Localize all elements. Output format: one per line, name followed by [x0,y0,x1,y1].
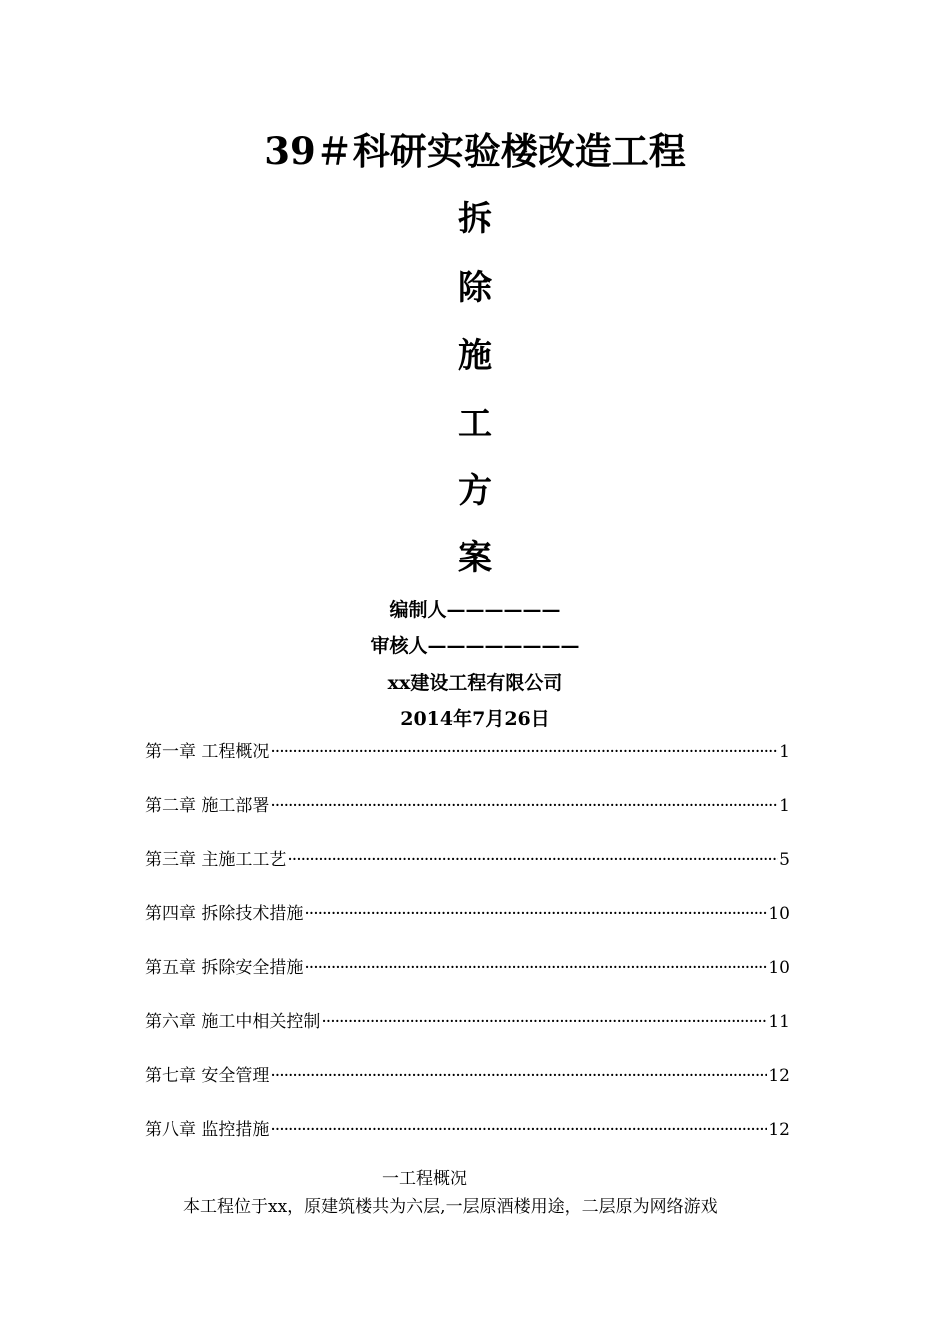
toc-entry[interactable] [145,846,790,900]
toc-entry[interactable] [145,738,790,792]
toc-entry-label: 第八章 监控措施 [145,1120,270,1140]
toc-entry[interactable] [145,1062,790,1116]
toc-leader-dots [304,954,767,982]
table-of-contents [145,738,790,1170]
toc-leader-dots [270,1116,767,1144]
toc-entry-label: 第四章 拆除技术措施 [145,904,304,924]
document-date: 2014年7月26日 [400,708,550,730]
toc-entry[interactable] [145,900,790,954]
toc-entry-label: 第三章 主施工工艺 [145,850,287,870]
toc-entry-label: 第六章 施工中相关控制 [145,1012,321,1032]
toc-entry-label: 第一章 工程概况 [145,742,270,762]
body-paragraph: 本工程位于xx，原建筑楼共为六层,一层原酒楼用途，二层原为网络游戏 [183,1197,718,1217]
toc-page-number: 1 [779,742,790,762]
toc-entry[interactable] [145,1008,790,1062]
toc-page-number: 10 [768,904,790,924]
vertical-title-char: 方 [458,471,492,511]
toc-entry[interactable] [145,792,790,846]
toc-leader-dots [304,900,767,928]
section-heading: 一工程概况 [382,1169,467,1189]
vertical-title-char: 案 [458,538,492,578]
toc-entry[interactable] [145,1116,790,1170]
toc-entry[interactable] [145,954,790,1008]
toc-entry-label: 第二章 施工部署 [145,796,270,816]
toc-leader-dots [270,792,778,820]
toc-page-number: 11 [768,1012,790,1032]
reviewer-line: 审核人———————— [370,635,580,657]
toc-leader-dots [321,1008,767,1036]
toc-page-number: 5 [779,850,790,870]
company-name: xx建设工程有限公司 [387,672,563,694]
vertical-title-char: 除 [458,268,492,308]
toc-leader-dots [287,846,778,874]
toc-page-number: 12 [768,1120,790,1140]
toc-entry-label: 第五章 拆除安全措施 [145,958,304,978]
vertical-title-char: 工 [458,404,492,444]
toc-page-number: 12 [768,1066,790,1086]
document-title: 39＃科研实验楼改造工程 [264,129,686,173]
toc-entry-label: 第七章 安全管理 [145,1066,270,1086]
toc-page-number: 10 [768,958,790,978]
vertical-title-char: 拆 [458,199,492,239]
editor-line: 编制人—————— [389,599,561,621]
toc-leader-dots [270,1062,767,1090]
vertical-title-char: 施 [458,336,492,376]
toc-page-number: 1 [779,796,790,816]
toc-leader-dots [270,738,778,766]
